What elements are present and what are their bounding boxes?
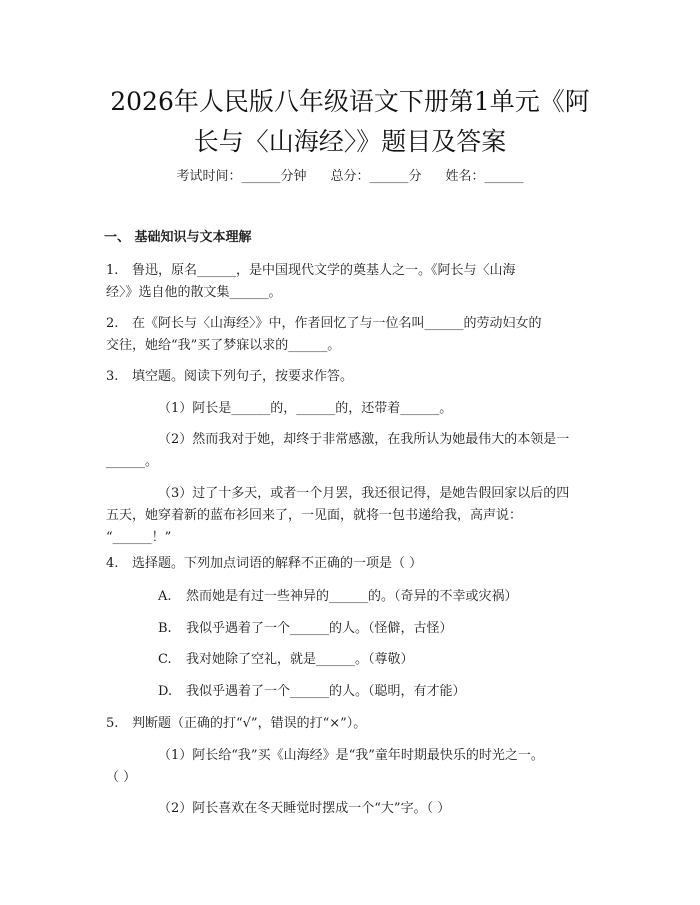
- question-3-sub-2-line-2: ______。: [106, 454, 159, 469]
- option-label: C.: [158, 652, 172, 667]
- question-number: 2.: [106, 316, 119, 331]
- option-d: [158, 679, 466, 705]
- title-line-2: 长与〈山海经〉》题目及答案: [193, 127, 507, 156]
- question-number: 3.: [106, 369, 119, 384]
- question-text: 鲁迅，原名______，是中国现代文学的奠基人之一。《阿长与〈山海: [132, 263, 516, 278]
- question-5-sub-2: （2）阿长喜欢在冬天睡觉时摆成一个“大”字。（ ）: [158, 801, 451, 816]
- question-number: 1.: [106, 263, 119, 278]
- document-title: [60, 82, 640, 162]
- question-3-sub-3-line-3: “______！”: [106, 530, 172, 545]
- option-a: [158, 584, 518, 610]
- title-line-1: 2026年人民版八年级语文下册第1单元《阿: [110, 87, 590, 116]
- question-text: 填空题。阅读下列句子，按要求作答。: [132, 369, 354, 384]
- question-3-sub-3-line-1: （3）过了十多天，或者一个月罢，我还很记得，是她告假回家以后的四: [158, 486, 570, 501]
- exam-meta: [0, 167, 700, 187]
- option-text: 然而她是有过一些神异的______的。（奇异的不幸或灾祸）: [186, 589, 518, 604]
- option-text: 我似乎遇着了一个______的人。（怪僻，古怪）: [186, 621, 453, 636]
- question-number: 5.: [106, 716, 119, 731]
- question-5: [106, 711, 366, 737]
- question-3-sub-2-line-1: （2）然而我对于她，却终于非常感激，在我所认为她最伟大的本领是一: [158, 432, 570, 447]
- option-label: D.: [158, 684, 173, 699]
- student-name-field: 姓名：______: [445, 169, 524, 184]
- option-c: [158, 647, 414, 673]
- question-3-sub-1: （1）阿长是______的，______的，还带着______。: [158, 401, 453, 416]
- total-score-field: 总分：______分: [330, 169, 422, 184]
- question-1-line-2: 经〉》选自他的散文集______。: [106, 285, 282, 300]
- question-2-line-2: 交往，她给“我”买了梦寐以求的______。: [106, 338, 341, 353]
- exam-time-field: 考试时间：______分钟: [176, 169, 307, 184]
- option-text: 我对她除了空礼，就是______。（尊敬）: [186, 652, 414, 667]
- question-text: 在《阿长与〈山海经〉》中，作者回忆了与一位名叫______的劳动妇女的: [132, 316, 542, 331]
- question-5-sub-1-line-1: （1）阿长给“我”买《山海经》是“我”童年时期最快乐的时光之一。: [158, 748, 544, 763]
- question-5-sub-1-line-2: （ ）: [106, 770, 137, 785]
- option-label: B.: [158, 621, 172, 636]
- section-heading: 一、 基础知识与文本理解: [104, 230, 252, 245]
- question-text: 判断题（正确的打“√”，错误的打“×”）。: [132, 716, 367, 731]
- question-3: [106, 364, 353, 390]
- question-4: [106, 551, 422, 577]
- option-text: 我似乎遇着了一个______的人。（聪明，有才能）: [186, 684, 466, 699]
- question-text: 选择题。下列加点词语的解释不正确的一项是（ ）: [132, 556, 423, 571]
- option-label: A.: [158, 589, 172, 604]
- question-number: 4.: [106, 556, 119, 571]
- question-3-sub-3-line-2: 五天，她穿着新的蓝布衫回来了，一见面，就将一包书递给我，高声说：: [106, 508, 523, 523]
- option-b: [158, 616, 453, 642]
